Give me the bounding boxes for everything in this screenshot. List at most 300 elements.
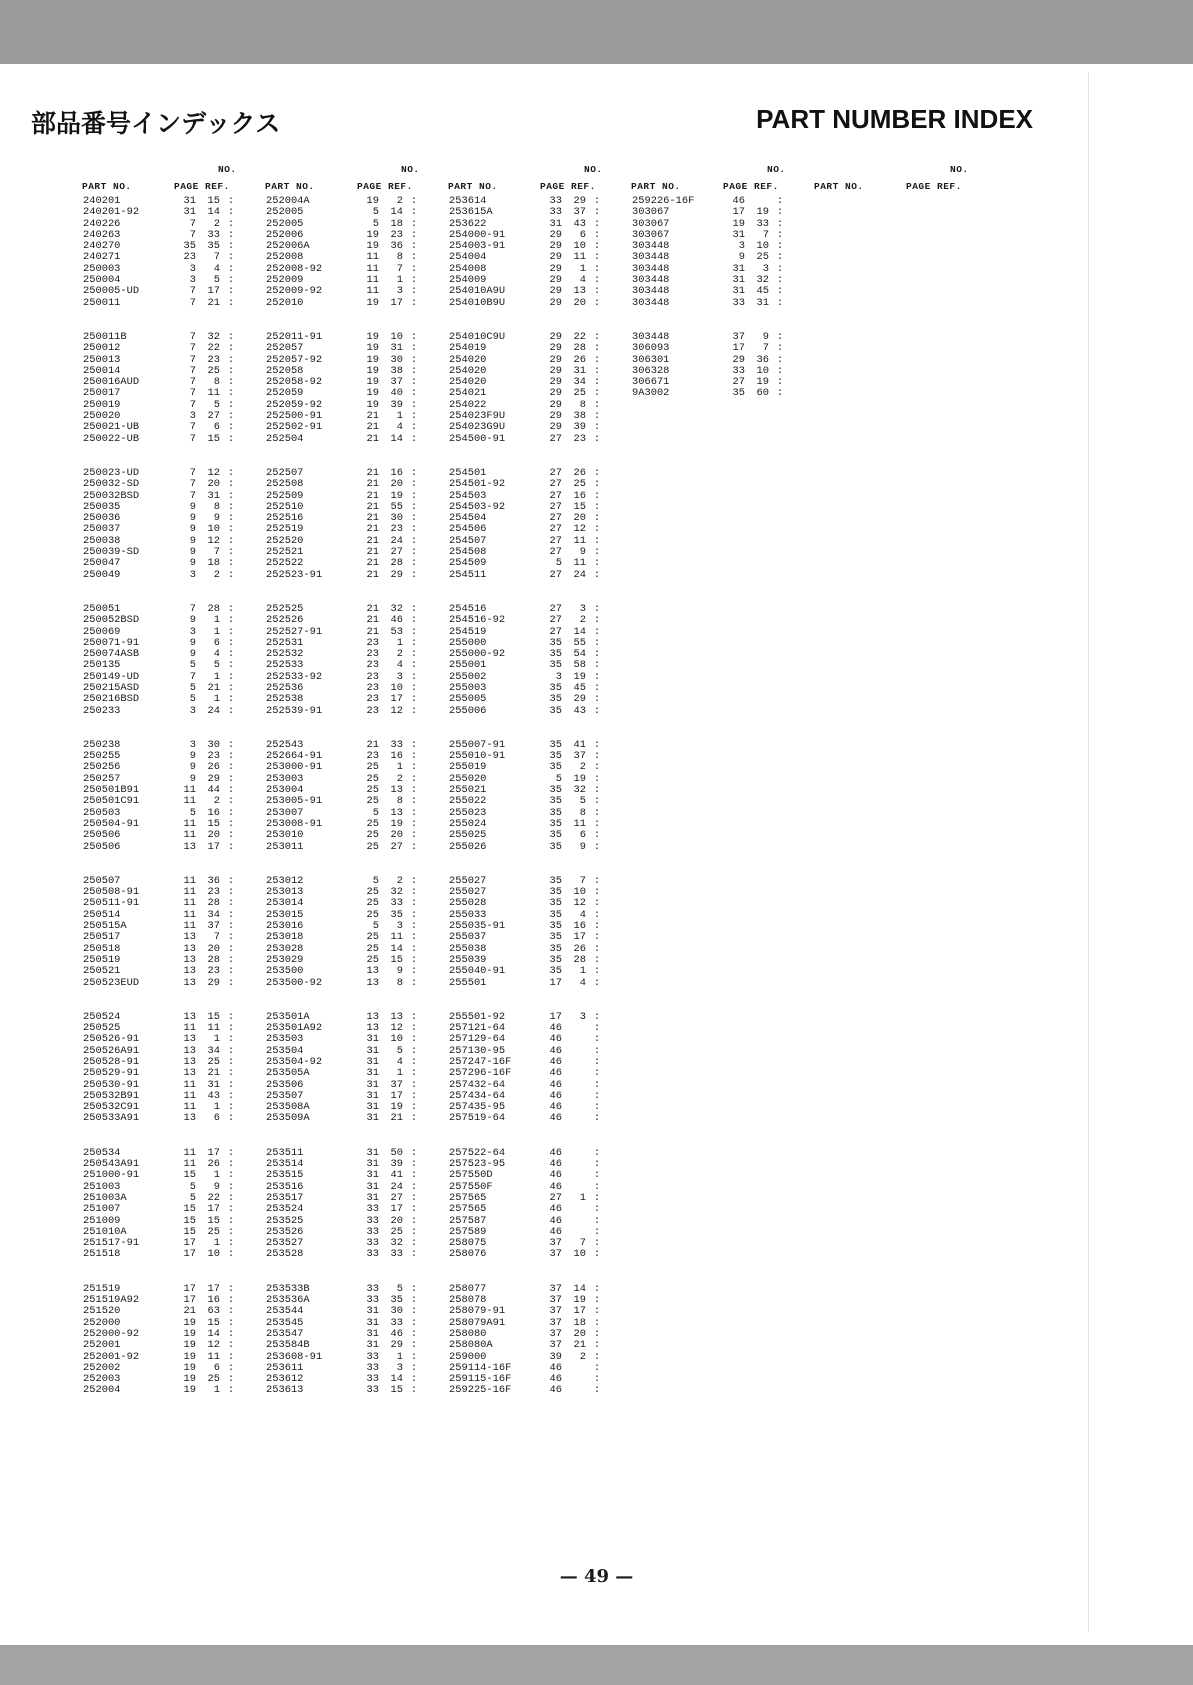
column-separator: : [227, 195, 235, 207]
part-number: 306301 [632, 353, 670, 366]
ref-number: 17 [390, 693, 403, 706]
page-number-cell: 35 [549, 795, 562, 808]
ref-number: 41 [390, 1169, 403, 1182]
ref-number: 4 [396, 1056, 403, 1068]
index-entry-row [80, 932, 263, 943]
column-separator: : [227, 693, 235, 706]
part-number: 255501 [449, 976, 487, 989]
page-number-cell: 5 [372, 920, 379, 933]
ref-number: 2 [396, 195, 403, 207]
part-number: 253501A [266, 1010, 310, 1023]
entry-group [446, 196, 629, 309]
column-separator: : [227, 886, 235, 899]
ref-number: 22 [207, 1191, 220, 1204]
part-number: 253612 [266, 1373, 304, 1386]
column-separator: : [593, 1158, 601, 1171]
page-number-cell: 27 [549, 478, 562, 491]
part-number: 255003 [449, 681, 487, 694]
page-number-cell: 29 [549, 262, 562, 275]
part-number: 303448 [632, 274, 670, 287]
page-number-cell: 46 [549, 1169, 562, 1182]
column-separator: : [593, 1067, 601, 1080]
column-separator: : [227, 1248, 235, 1261]
index-entry-row [263, 1385, 446, 1396]
page-number-cell: 27 [732, 376, 745, 389]
page-number-cell: 25 [366, 931, 379, 944]
index-entry-row [446, 479, 629, 490]
page-number-cell: 5 [555, 772, 562, 785]
page-number-cell: 15 [183, 1214, 196, 1227]
column-separator: : [410, 942, 418, 955]
part-number: 257550D [449, 1169, 493, 1182]
part-number: 254010C9U [449, 330, 506, 343]
column-separator: : [410, 886, 418, 899]
entry-group [629, 332, 812, 400]
page-number-cell: 31 [366, 1339, 379, 1352]
page-number-cell: 35 [549, 750, 562, 763]
part-number: 303067 [632, 217, 670, 230]
page-number-cell: 13 [183, 1056, 196, 1068]
column-separator: : [593, 1191, 601, 1204]
page-number-cell: 15 [183, 1225, 196, 1238]
ref-number: 35 [390, 908, 403, 921]
ref-number: 12 [573, 523, 586, 536]
index-entry-row [263, 286, 446, 297]
column-separator: : [227, 387, 235, 400]
part-number: 252543 [266, 738, 304, 751]
part-number: 257130-95 [449, 1044, 506, 1057]
part-number: 250011 [83, 296, 121, 309]
page-number-cell: 31 [366, 1316, 379, 1329]
ref-number: 63 [207, 1305, 220, 1318]
ref-number: 5 [213, 659, 220, 672]
column-separator: : [410, 693, 418, 706]
ref-number: 28 [207, 953, 220, 966]
part-number: 253501A92 [266, 1022, 323, 1035]
ref-number: 21 [390, 1112, 403, 1125]
part-number: 250021-UB [83, 421, 140, 434]
part-number: 257565 [449, 1191, 487, 1204]
ref-number: 7 [579, 874, 586, 887]
column-separator: : [227, 240, 235, 253]
header-page-ref-label: PAGE REF. [357, 181, 413, 192]
column-separator: : [227, 942, 235, 955]
part-number: 252011-91 [266, 330, 323, 343]
part-number: 254503-92 [449, 500, 506, 513]
header-page-ref-label: PAGE REF. [540, 181, 596, 192]
ref-number [562, 1170, 586, 1181]
column-separator: : [593, 886, 601, 899]
page-number-cell: 11 [183, 874, 196, 887]
part-number: 252005 [266, 206, 304, 219]
column-separator: : [227, 681, 235, 694]
ref-number: 7 [396, 262, 403, 275]
column-separator: : [593, 432, 601, 445]
column-separator: : [593, 1101, 601, 1114]
ref-number: 14 [390, 942, 403, 955]
part-number: 306328 [632, 364, 670, 377]
page-number-cell: 35 [549, 942, 562, 955]
header-no-label: NO. [218, 164, 237, 175]
ref-number: 35 [207, 240, 220, 253]
ref-number: 14 [207, 206, 220, 219]
column-separator: : [593, 1237, 601, 1250]
part-number: 303448 [632, 262, 670, 275]
column-separator: : [410, 398, 418, 411]
part-number: 250038 [83, 534, 121, 547]
part-number: 250518 [83, 942, 121, 955]
page-number-cell: 46 [549, 1214, 562, 1227]
ref-number: 16 [573, 489, 586, 502]
part-number: 303448 [632, 296, 670, 309]
page-number-cell: 35 [549, 693, 562, 706]
page-number-cell: 25 [366, 886, 379, 899]
entry-group [263, 740, 446, 853]
ref-number: 10 [573, 886, 586, 899]
part-number: 252522 [266, 557, 304, 570]
index-entry-row [80, 842, 263, 853]
ref-number: 13 [390, 1010, 403, 1023]
part-number: 255001 [449, 659, 487, 672]
ref-number: 18 [207, 557, 220, 570]
page-number-cell: 29 [549, 353, 562, 366]
index-entry-row [80, 207, 263, 218]
part-number: 252008-92 [266, 262, 323, 275]
ref-number: 21 [207, 296, 220, 309]
column-separator: : [410, 976, 418, 989]
part-number: 303067 [632, 206, 670, 219]
ref-number: 11 [207, 387, 220, 400]
page-number-cell: 29 [549, 421, 562, 434]
index-entry-row [446, 694, 629, 705]
part-number: 253611 [266, 1361, 304, 1374]
part-number: 253544 [266, 1305, 304, 1318]
ref-number: 58 [573, 659, 586, 672]
part-number: 257129-64 [449, 1033, 506, 1046]
column-header [80, 160, 263, 196]
ref-number: 53 [390, 625, 403, 638]
index-entry-row [629, 343, 812, 354]
column-separator: : [593, 1294, 601, 1307]
page-number-cell: 19 [366, 330, 379, 343]
ref-number: 7 [213, 251, 220, 264]
page-edge-line [1088, 72, 1089, 1632]
part-number: 303448 [632, 251, 670, 264]
part-number: 252057-92 [266, 353, 323, 366]
page-number-cell: 27 [549, 568, 562, 581]
index-entry-row [263, 558, 446, 569]
page-number-cell: 21 [183, 1305, 196, 1318]
page-number-cell: 7 [189, 364, 196, 377]
column-separator: : [227, 908, 235, 921]
page-number-cell: 29 [549, 364, 562, 377]
part-number: 253613 [266, 1384, 304, 1397]
index-entry-row [80, 1113, 263, 1124]
page-number-cell: 35 [549, 761, 562, 774]
entry-group [446, 1012, 629, 1125]
index-entry-row [263, 434, 446, 445]
index-entry-row [80, 1170, 263, 1181]
part-number: 251519 [83, 1282, 121, 1295]
ref-number: 7 [213, 546, 220, 559]
ref-number: 13 [390, 806, 403, 819]
ref-number: 19 [390, 817, 403, 830]
page-number-cell: 35 [549, 784, 562, 797]
ref-number: 21 [207, 1067, 220, 1080]
column-separator: : [227, 330, 235, 343]
page-number-cell: 23 [366, 659, 379, 672]
page-number-cell: 37 [549, 1237, 562, 1250]
part-number: 252059-92 [266, 398, 323, 411]
page-number-cell: 11 [366, 274, 379, 287]
part-number: 258080A [449, 1339, 493, 1352]
page-number-cell: 9 [189, 636, 196, 649]
column-separator: : [227, 1316, 235, 1329]
part-number: 250515A [83, 920, 127, 933]
column-separator: : [410, 478, 418, 491]
ref-number: 19 [390, 489, 403, 502]
part-number: 254516-92 [449, 614, 506, 627]
page-number-cell: 5 [372, 806, 379, 819]
part-number: 259114-16F [449, 1361, 512, 1374]
page-number-cell: 19 [366, 353, 379, 366]
ref-number: 43 [573, 704, 586, 717]
ref-number [562, 1057, 586, 1068]
part-number: 255027 [449, 874, 487, 887]
column-separator: : [410, 421, 418, 434]
page-number-cell: 35 [549, 738, 562, 751]
header-no-label: NO. [401, 164, 420, 175]
column-separator: : [227, 557, 235, 570]
ref-number: 25 [207, 364, 220, 377]
part-number: 252006 [266, 228, 304, 241]
index-entry-row [80, 615, 263, 626]
part-number: 250014 [83, 364, 121, 377]
part-number: 253525 [266, 1214, 304, 1227]
column-separator: : [410, 750, 418, 763]
part-number: 259225-16F [449, 1384, 512, 1397]
page-number-cell: 46 [549, 1158, 562, 1171]
ref-number: 20 [390, 1214, 403, 1227]
column-separator: : [593, 840, 601, 853]
part-number: 255039 [449, 953, 487, 966]
page-number-cell: 46 [549, 1146, 562, 1159]
part-number: 252502-91 [266, 421, 323, 434]
page-number-cell: 46 [549, 1203, 562, 1216]
ref-number: 21 [207, 681, 220, 694]
part-number: 253014 [266, 897, 304, 910]
page-number-cell: 5 [372, 217, 379, 230]
ref-number: 39 [390, 1158, 403, 1171]
ref-number: 13 [573, 285, 586, 298]
column-separator: : [776, 251, 784, 264]
index-entry-row [446, 558, 629, 569]
part-number: 250528-91 [83, 1056, 140, 1068]
ref-number [562, 1374, 586, 1385]
ref-number [562, 1385, 586, 1396]
index-entry-row [446, 978, 629, 989]
index-entry-row [446, 570, 629, 581]
index-entry-row [263, 422, 446, 433]
page-number-cell: 19 [183, 1361, 196, 1374]
part-number: 252009 [266, 274, 304, 287]
part-number: 253507 [266, 1089, 304, 1102]
column-separator: : [227, 1384, 235, 1397]
column-separator: : [410, 636, 418, 649]
ref-number: 25 [207, 1373, 220, 1386]
page-number-cell: 19 [366, 387, 379, 400]
page-number-cell: 9 [189, 761, 196, 774]
column-separator: : [776, 240, 784, 253]
page-number-cell: 27 [549, 614, 562, 627]
page-number-cell: 19 [183, 1373, 196, 1386]
part-number: 254019 [449, 342, 487, 355]
page-number-cell: 27 [549, 1191, 562, 1204]
page-number-cell: 19 [183, 1316, 196, 1329]
ref-number: 2 [213, 568, 220, 581]
page-number-cell: 9 [189, 750, 196, 763]
column-separator: : [410, 330, 418, 343]
column-separator: : [227, 829, 235, 842]
part-number: 257587 [449, 1214, 487, 1227]
page-number-cell: 27 [549, 500, 562, 513]
page-number-cell: 3 [189, 274, 196, 287]
index-entry-row [263, 830, 446, 841]
index-entry-row [263, 343, 446, 354]
column-separator: : [227, 285, 235, 298]
column-separator: : [410, 534, 418, 547]
part-number: 250506 [83, 829, 121, 842]
page-number-cell: 46 [549, 1101, 562, 1114]
ref-number: 24 [390, 1180, 403, 1193]
part-number: 250013 [83, 353, 121, 366]
page-number-cell: 31 [366, 1327, 379, 1340]
column-separator: : [410, 795, 418, 808]
index-entry-row [80, 434, 263, 445]
column-separator: : [410, 432, 418, 445]
page-number-cell: 46 [549, 1033, 562, 1046]
column-separator: : [593, 1214, 601, 1227]
column-separator: : [227, 795, 235, 808]
part-number: 250011B [83, 330, 127, 343]
index-entry-row [80, 1249, 263, 1260]
ref-number: 1 [579, 1191, 586, 1204]
column-separator: : [776, 296, 784, 309]
part-number: 250012 [83, 342, 121, 355]
part-number: 258077 [449, 1282, 487, 1295]
column-separator: : [593, 240, 601, 253]
ref-number: 1 [396, 636, 403, 649]
page-number-cell: 31 [366, 1169, 379, 1182]
index-entry-row [80, 966, 263, 977]
part-number: 252006A [266, 240, 310, 253]
column-separator: : [227, 398, 235, 411]
ref-number: 2 [213, 217, 220, 230]
ref-number: 1 [396, 274, 403, 287]
ref-number: 6 [213, 1361, 220, 1374]
ref-number: 33 [756, 217, 769, 230]
entry-group [80, 196, 263, 309]
entry-group [446, 332, 629, 445]
page-number-cell: 7 [189, 376, 196, 389]
ref-number: 15 [390, 1384, 403, 1397]
column-separator: : [227, 500, 235, 513]
page-number-cell: 27 [549, 534, 562, 547]
column-header [263, 160, 446, 196]
column-header [812, 160, 995, 196]
page-number-cell: 11 [183, 817, 196, 830]
column-separator: : [410, 353, 418, 366]
ref-number: 22 [207, 342, 220, 355]
part-number: 250506 [83, 840, 121, 853]
page-number-cell: 9 [189, 500, 196, 513]
column-separator: : [593, 478, 601, 491]
ref-number: 7 [213, 931, 220, 944]
part-number: 254010A9U [449, 285, 506, 298]
ref-number: 28 [207, 602, 220, 615]
column-separator: : [410, 1101, 418, 1114]
part-number: 253528 [266, 1248, 304, 1261]
ref-number: 9 [213, 512, 220, 525]
page-number-cell: 25 [366, 829, 379, 842]
ref-number: 23 [207, 886, 220, 899]
ref-number: 36 [756, 353, 769, 366]
index-entry-row [80, 286, 263, 297]
ref-number: 2 [396, 874, 403, 887]
index-entry-row [629, 286, 812, 297]
column-separator: : [593, 557, 601, 570]
column-separator: : [593, 1339, 601, 1352]
ref-number: 26 [573, 466, 586, 479]
ref-number: 4 [213, 262, 220, 275]
part-number: 253511 [266, 1146, 304, 1159]
part-number: 255006 [449, 704, 487, 717]
column-separator: : [227, 874, 235, 887]
entry-group [263, 196, 446, 309]
page-number-cell: 35 [549, 636, 562, 649]
ref-number: 3 [396, 285, 403, 298]
column-separator: : [593, 920, 601, 933]
ref-number: 43 [573, 217, 586, 230]
part-number: 258079-91 [449, 1305, 506, 1318]
index-entry-row [263, 706, 446, 717]
ref-number: 30 [390, 512, 403, 525]
ref-number: 3 [579, 1010, 586, 1023]
column-separator: : [227, 1010, 235, 1023]
column-separator: : [227, 1180, 235, 1193]
page-number-cell: 13 [183, 965, 196, 978]
ref-number: 37 [390, 376, 403, 389]
header-no-label: NO. [767, 164, 786, 175]
part-number: 253500 [266, 965, 304, 978]
column-separator: : [593, 953, 601, 966]
part-number: 250005-UD [83, 285, 140, 298]
index-entry-row [80, 1306, 263, 1317]
column-separator: : [593, 1384, 601, 1397]
part-number: 253016 [266, 920, 304, 933]
part-number: 254009 [449, 274, 487, 287]
column-separator: : [410, 908, 418, 921]
part-number: 253584B [266, 1339, 310, 1352]
column-separator: : [227, 1078, 235, 1091]
index-entry-row [80, 1385, 263, 1396]
column-separator: : [227, 1361, 235, 1374]
part-number: 254504 [449, 512, 487, 525]
column-separator: : [776, 387, 784, 400]
column-separator: : [410, 1248, 418, 1261]
ref-number [562, 1363, 586, 1374]
page-number-cell: 13 [183, 840, 196, 853]
